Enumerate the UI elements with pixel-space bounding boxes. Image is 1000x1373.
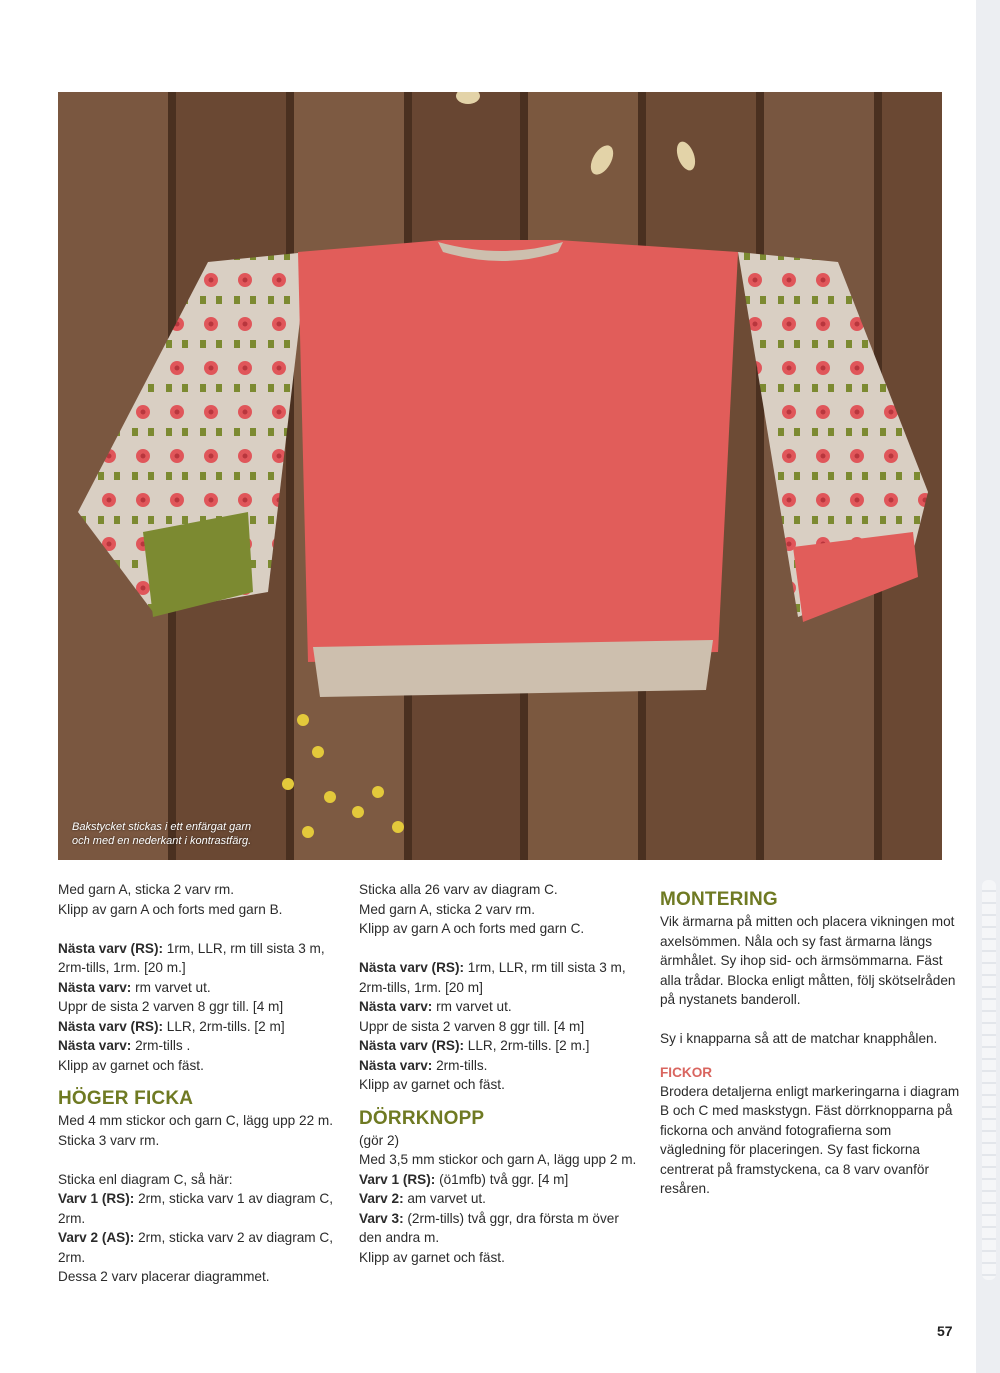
row-label: Varv 2: (359, 1191, 404, 1206)
row-text: 2rm-tills. (432, 1057, 488, 1073)
paragraph: Med 3,5 mm stickor och garn A, lägg upp 2 m. (359, 1152, 637, 1167)
paragraph: Med garn A, sticka 2 varv rm. (58, 882, 235, 897)
row-label: Nästa varv: (58, 1038, 132, 1053)
row-label: Varv 1 (RS): (58, 1191, 135, 1206)
row-text: 1rm, LLR, rm till sista 3 m, 2rm-tills, 1rm. [20 m.] (58, 940, 325, 975)
row-label: Nästa varv: (359, 999, 433, 1014)
row-label: Varv 3: (359, 1210, 404, 1226)
section-heading-hoger-ficka: HÖGER FICKA (58, 1088, 194, 1109)
sweater-illustration (58, 92, 942, 860)
instruction-row (58, 1228, 340, 1267)
row-label: Varv 1 (RS): (359, 1171, 436, 1187)
instruction-row (359, 1209, 643, 1248)
instruction-row: Uppr de sista 2 varven 8 ggr till. [4 m] (58, 999, 284, 1014)
paragraph: Sticka alla 26 varv av diagram C. (359, 882, 558, 897)
cable-texture-decoration (982, 880, 996, 1280)
column-2 (359, 880, 643, 1267)
row-text: LLR, 2rm-tills. [2 m.] (464, 1038, 590, 1053)
page-number: 57 (937, 1323, 953, 1339)
row-text: rm varvet ut. (432, 999, 512, 1014)
section-heading-montering: MONTERING (660, 889, 778, 910)
instruction-row (359, 997, 643, 1017)
paragraph: (gör 2) (359, 1132, 400, 1148)
instruction-row (359, 958, 643, 997)
instruction-row (58, 1017, 340, 1037)
instruction-row: Klipp av garnet och fäst. (359, 1077, 505, 1092)
paragraph: Klipp av garn A och forts med garn B. (58, 901, 283, 917)
paragraph: Med 4 mm stickor och garn C, lägg upp 22 m. (58, 1113, 334, 1128)
column-3 (660, 888, 960, 1199)
row-label: Nästa varv (RS): (58, 940, 164, 956)
row-text: 2rm-tills . (131, 1038, 191, 1053)
paragraph: Vik ärmarna på mitten och placera vikningen mot axelsömmen. Nåla och sy fast ärmarna längs ärmhålet. Sy ihop sid- och ärmsömmarna. Fäst alla trådar. Blocka enligt måtten, följ skötselråden på nystanets banderoll. (660, 914, 956, 1007)
instruction-row (58, 1036, 340, 1056)
caption-line: och med en nederkant i kontrastfärg. (72, 835, 252, 847)
column-1 (58, 880, 340, 1287)
row-text: 1rm, LLR, rm till sista 3 m, 2rm-tills, 1rm. [20 m] (359, 960, 626, 995)
paragraph: Med garn A, sticka 2 varv rm. (359, 901, 536, 917)
photo-caption (72, 820, 332, 848)
paragraph: Klipp av garn A och forts med garn C. (359, 921, 585, 936)
instruction-row (359, 1056, 643, 1076)
row-text: (ö1mfb) två ggr. [4 m] (435, 1171, 569, 1187)
paragraph: Dessa 2 varv placerar diagrammet. (58, 1269, 270, 1284)
instruction-row (359, 1170, 643, 1190)
paragraph: Sticka 3 varv rm. (58, 1132, 160, 1148)
row-text: 2rm, sticka varv 1 av diagram C, 2rm. (58, 1191, 333, 1226)
row-label: Nästa varv (RS): (58, 1018, 164, 1034)
row-label: Nästa varv: (359, 1057, 433, 1073)
instruction-row (359, 1036, 643, 1056)
paragraph: Klipp av garnet och fäst. (359, 1249, 505, 1265)
row-label: Nästa varv (RS): (359, 960, 465, 975)
paragraph: Brodera detaljerna enligt markeringarna i diagram B och C med maskstygn. Fäst dörrknopparna på fickorna och använd fotografierna som vägledning för placeringen. Sy fast fickorna centrerat på framstyckena, ca 8 varv ovanför resåren. (660, 1083, 960, 1196)
row-text: am varvet ut. (403, 1191, 486, 1206)
sweater-photo (58, 92, 942, 860)
instruction-row (58, 978, 340, 998)
page-edge-strip (976, 0, 1000, 1373)
paragraph: Sticka enl diagram C, så här: (58, 1171, 233, 1187)
instruction-row (359, 1189, 643, 1209)
row-text: (2rm-tills) två ggr, dra första m över den andra m. (359, 1210, 619, 1245)
instruction-row: Klipp av garnet och fäst. (58, 1057, 204, 1073)
section-heading-dorrknopp: DÖRRKNOPP (359, 1107, 485, 1129)
instruction-row (58, 1189, 340, 1228)
row-text: rm varvet ut. (131, 979, 211, 995)
row-label: Nästa varv: (58, 979, 132, 995)
paragraph: Sy i knapparna så att de matchar knapphålen. (660, 1031, 938, 1046)
row-text: LLR, 2rm-tills. [2 m] (163, 1018, 285, 1034)
row-text: 2rm, sticka varv 2 av diagram C, 2rm. (58, 1230, 333, 1265)
instruction-row (58, 939, 340, 978)
subheading-fickor: FICKOR (660, 1064, 713, 1080)
row-label: Nästa varv (RS): (359, 1038, 465, 1053)
instruction-row: Uppr de sista 2 varven 8 ggr till. [4 m] (359, 1018, 585, 1034)
caption-line: Bakstycket stickas i ett enfärgat garn (72, 821, 252, 833)
row-label: Varv 2 (AS): (58, 1230, 135, 1245)
